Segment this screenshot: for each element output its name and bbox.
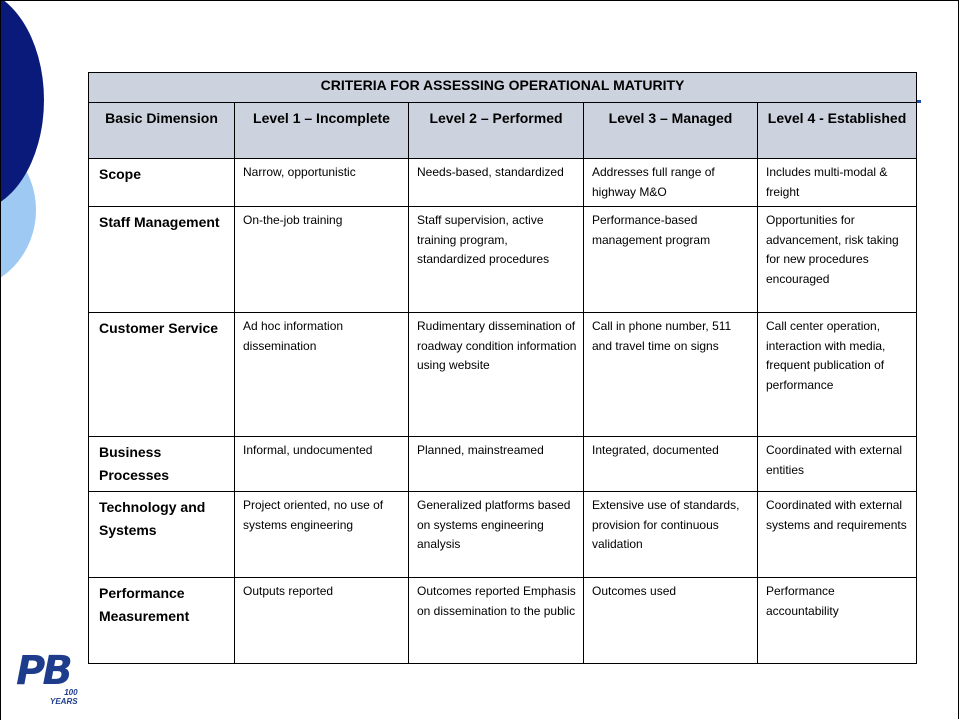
table-row xyxy=(89,437,917,492)
table-title: CRITERIA FOR ASSESSING OPERATIONAL MATURITY xyxy=(89,73,917,103)
pb-logo-subtext xyxy=(50,688,78,706)
table-cell: Performance-based management program xyxy=(584,207,758,313)
table-cell: Includes multi-modal & freight xyxy=(758,159,917,207)
pb-logo-100: 100 xyxy=(64,688,78,697)
table-cell: Rudimentary dissemination of roadway condition information using website xyxy=(409,313,584,437)
table-cell: Outputs reported xyxy=(235,578,409,664)
table-cell: Call center operation, interaction with media, frequent publication of performance xyxy=(758,313,917,437)
pb-logo: PB xyxy=(16,648,70,694)
table-cell: Outcomes used xyxy=(584,578,758,664)
table-cell: Coordinated with external systems and requirements xyxy=(758,492,917,578)
row-dimension: Scope xyxy=(89,159,235,207)
table-cell: Outcomes reported Emphasis on dissemination to the public xyxy=(409,578,584,664)
table-row xyxy=(89,159,917,207)
table-cell: Project oriented, no use of systems engineering xyxy=(235,492,409,578)
table-cell: On-the-job training xyxy=(235,207,409,313)
table-row xyxy=(89,578,917,664)
row-dimension: Technology and Systems xyxy=(89,492,235,578)
row-dimension: Customer Service xyxy=(89,313,235,437)
header-level-3: Level 3 – Managed xyxy=(584,103,758,159)
table-cell: Staff supervision, active training program, standardized procedures xyxy=(409,207,584,313)
row-dimension: Staff Management xyxy=(89,207,235,313)
table-header-row xyxy=(89,103,917,159)
maturity-table xyxy=(88,72,917,664)
header-basic-dimension: Basic Dimension xyxy=(89,103,235,159)
accent-tick xyxy=(917,100,921,103)
table-cell: Narrow, opportunistic xyxy=(235,159,409,207)
row-dimension: Performance Measurement xyxy=(89,578,235,664)
table-cell: Generalized platforms based on systems engineering analysis xyxy=(409,492,584,578)
table-cell: Planned, mainstreamed xyxy=(409,437,584,492)
table-row xyxy=(89,207,917,313)
table-cell: Extensive use of standards, provision for continuous validation xyxy=(584,492,758,578)
table-cell: Addresses full range of highway M&O xyxy=(584,159,758,207)
table-row xyxy=(89,313,917,437)
header-level-2: Level 2 – Performed xyxy=(409,103,584,159)
header-level-1: Level 1 – Incomplete xyxy=(235,103,409,159)
table-cell: Ad hoc information dissemination xyxy=(235,313,409,437)
table-cell: Performance accountability xyxy=(758,578,917,664)
table-cell: Integrated, documented xyxy=(584,437,758,492)
table-cell: Coordinated with external entities xyxy=(758,437,917,492)
table-cell: Opportunities for advancement, risk taking for new procedures encouraged xyxy=(758,207,917,313)
row-dimension: Business Processes xyxy=(89,437,235,492)
pb-logo-years: YEARS xyxy=(50,697,78,706)
table-cell: Needs-based, standardized xyxy=(409,159,584,207)
header-level-4: Level 4 - Established xyxy=(758,103,917,159)
table-row xyxy=(89,492,917,578)
table-cell: Call in phone number, 511 and travel time on signs xyxy=(584,313,758,437)
table-title-row xyxy=(89,73,917,103)
table-cell: Informal, undocumented xyxy=(235,437,409,492)
